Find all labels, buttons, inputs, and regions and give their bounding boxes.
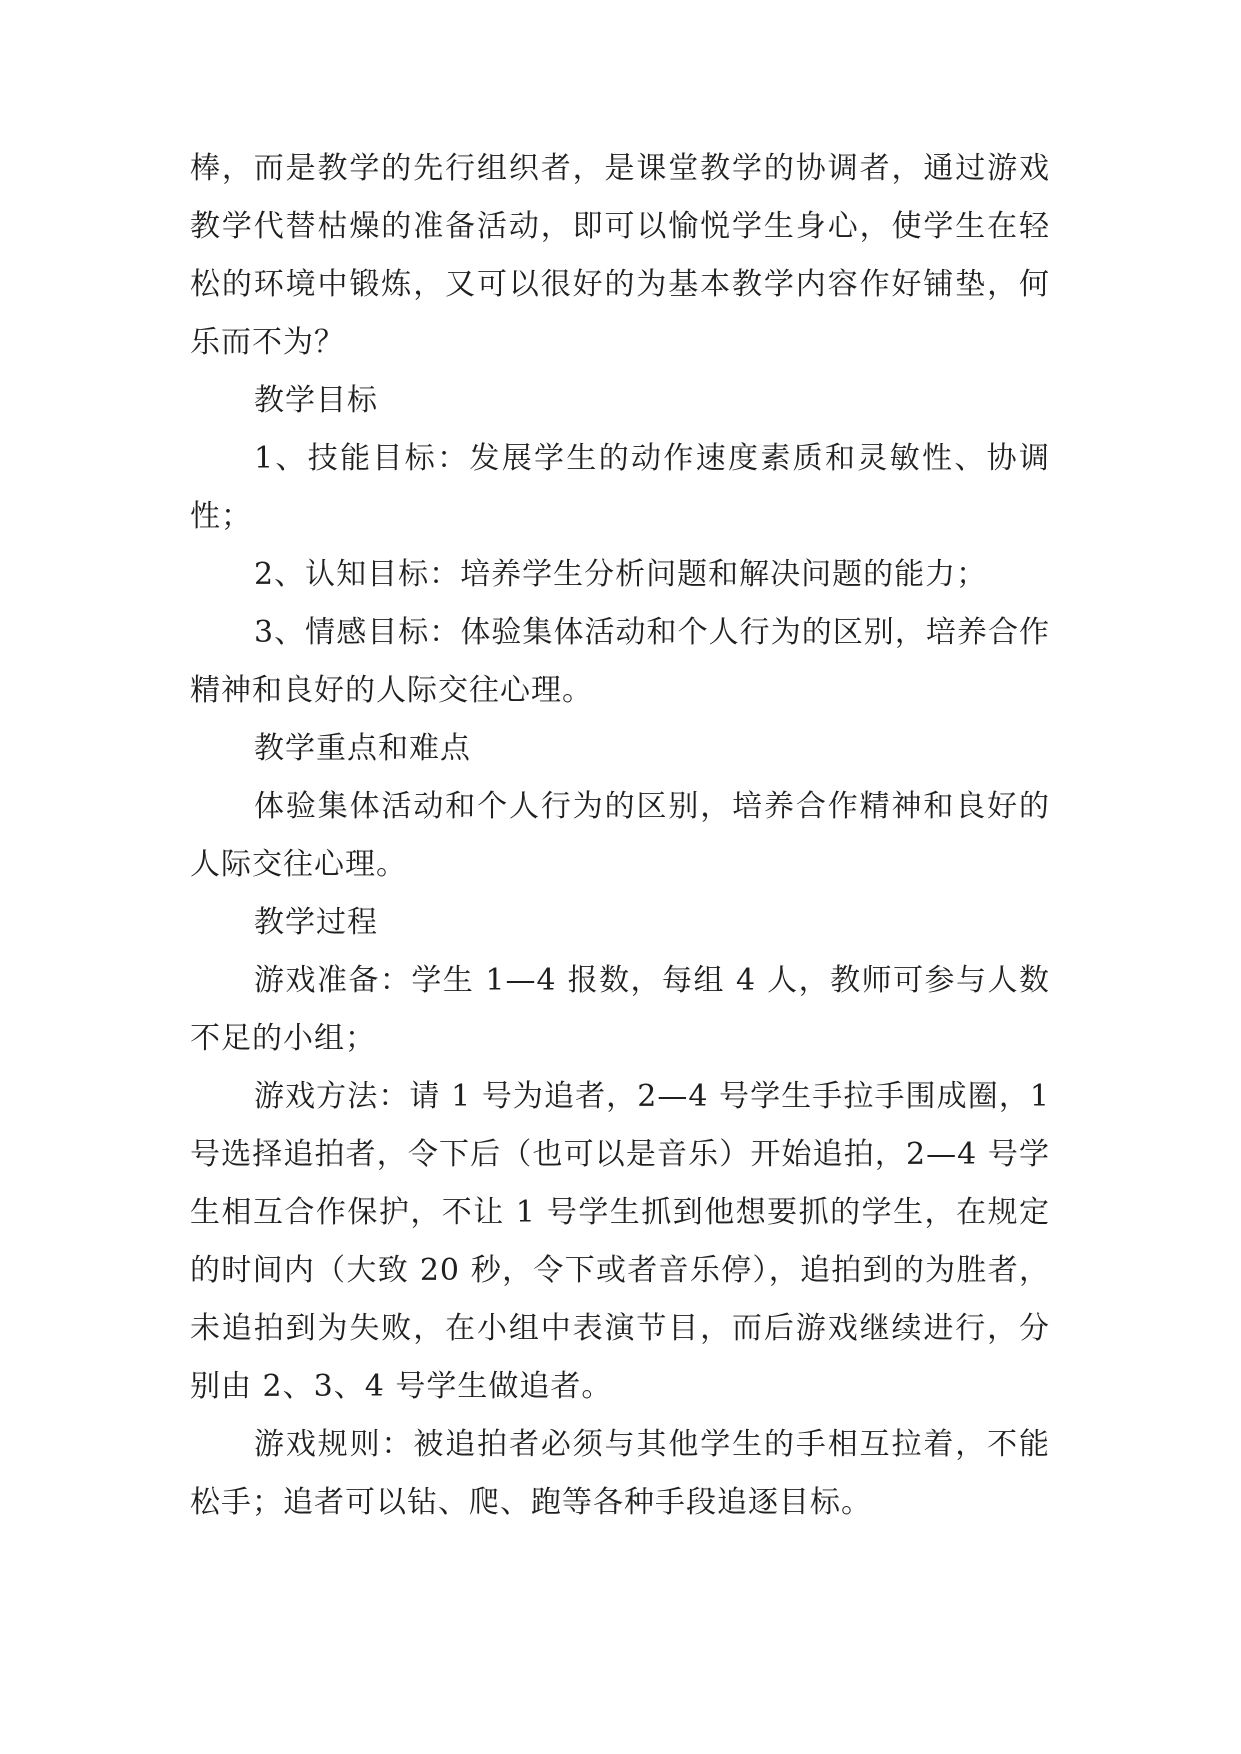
paragraph-intro-continuation: 棒，而是教学的先行组织者，是课堂教学的协调者，通过游戏教学代替枯燥的准备活动，即可以愉悦学生身心，使学生在轻松的环境中锻炼，又可以很好的为基本教学内容作好铺垫，何乐而不为？ bbox=[190, 151, 1050, 360]
goal-cognitive: 2、认知目标：培养学生分析问题和解决问题的能力； bbox=[254, 557, 988, 592]
heading-teaching-goals: 教学目标 bbox=[254, 383, 378, 418]
heading-teaching-process: 教学过程 bbox=[254, 905, 378, 940]
game-preparation: 游戏准备：学生 1—4 报数，每组 4 人，教师可参与人数不足的小组； bbox=[190, 963, 1050, 1056]
document-page bbox=[190, 140, 1050, 1532]
game-method: 游戏方法：请 1 号为追者，2—4 号学生手拉手围成圈，1 号选择追拍者，令下后（也可以是音乐）开始追拍，2—4 号学生相互合作保护，不让 1 号学生抓到他想要抓的学生，在规定的时间内（大致 20 秒，令下或者音乐停），追拍到的为胜者，未追拍到为失败，在小组中表演节目，而后游戏继续进行，分别由 2、3、4 号学生做追者。 bbox=[190, 1079, 1050, 1404]
key-points-text: 体验集体活动和个人行为的区别，培养合作精神和良好的人际交往心理。 bbox=[190, 789, 1050, 882]
goal-emotional: 3、情感目标：体验集体活动和个人行为的区别，培养合作精神和良好的人际交往心理。 bbox=[190, 615, 1050, 708]
goal-skill: 1、技能目标：发展学生的动作速度素质和灵敏性、协调性； bbox=[190, 441, 1050, 534]
heading-key-points: 教学重点和难点 bbox=[254, 731, 471, 766]
game-rules: 游戏规则：被追拍者必须与其他学生的手相互拉着，不能松手；追者可以钻、爬、跑等各种手段追逐目标。 bbox=[190, 1427, 1050, 1520]
